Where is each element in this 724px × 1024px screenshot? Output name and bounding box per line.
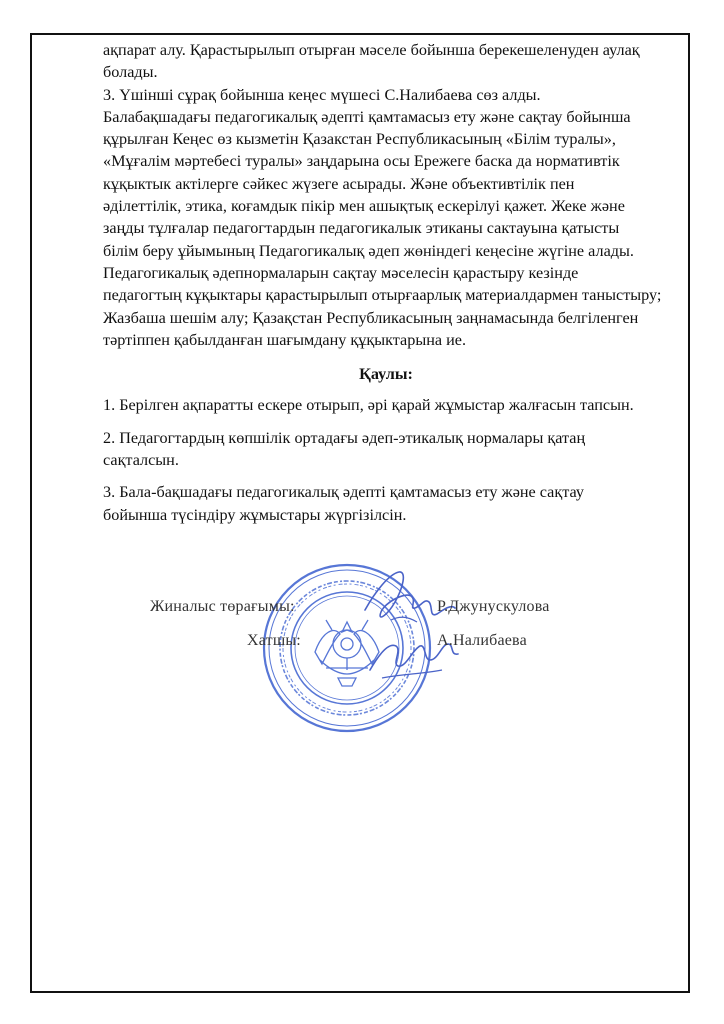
decision-item-3 [103,481,669,526]
decision-title: Қаулы: [359,365,413,384]
chair-name: Р.Джунускулова [437,598,550,615]
secretary-label: Хатшы: [247,632,301,649]
text-line: 1. Берілген ақпаратты ескере отырып, әрі қарай жұмыстар жалғасын тапсын. [103,396,634,415]
text-line: құрылған Кеңес өз кызметін Қазакстан Республикасының «Білім туралы», [103,130,616,149]
decision-item-2 [103,427,669,472]
text-line: Жазбаша шешім алу; Қазақстан Республикасының заңнамасында белгіленген [103,308,639,327]
text-line: сақталсын. [103,451,179,470]
text-line: 3. Үшінші сұрақ бойынша кеңес мүшесі С.Налибаева сөз алды. [103,85,541,104]
text-line: бойынша түсіндіру жұмыстары жүргізілсін. [103,505,407,524]
signature-block [140,560,600,740]
chair-label: Жиналыс төрағымы: [150,598,295,615]
text-line: білім беру ұйымының Педагогикалық әдеп жөніндегі кеңесіне жүгіне алады. [103,241,634,260]
text-line: 2. Педагогтардың көпшілік ортадағы әдеп-этикалық нормалары қатаң [103,428,586,447]
text-line: Балабақшадағы педагогикалық әдепті қамтамасыз ету және сақтау бойынша [103,107,631,126]
text-line: кұқыктык актілерге сәйкес жүзеге асырады. Және объективтілік пен [103,174,575,193]
text-line: педагогтың кұқыктары қарастырылып отырғаарлық материалдармен таныстыру; [103,286,662,305]
decision-item-1 [103,394,669,416]
document-body [103,39,669,536]
text-line: Педагогикалық әдепнормаларын сақтау мәселесін қарастыру кезінде [103,263,579,282]
text-line: заңды тұлғалар педагогтардын педагогикалык этиканы сактауына қатысты [103,219,620,238]
text-line: болады. [103,63,158,82]
text-line: ақпарат алу. Қарастырылып отырған мәселе бойынша берекешеленуден аулақ [103,41,640,59]
secretary-name: А.Налибаева [437,632,527,649]
paragraph-item-three [103,84,669,352]
text-line: әділеттілік, этика, коғамдык пікір мен ашықтық ескерілуі қажет. Жеке және [103,197,625,216]
text-line: 3. Бала-бақшадағы педагогикалық әдепті қамтамасыз ету және сақтау [103,483,584,502]
paragraph-intro [103,39,669,84]
text-line: тәртіппен қабылданған шағымдану құқыктарына ие. [103,330,466,349]
text-line: «Мұғалім мәртебесі туралы» заңдарына осы Ережеге баска да нормативтік [103,152,620,171]
